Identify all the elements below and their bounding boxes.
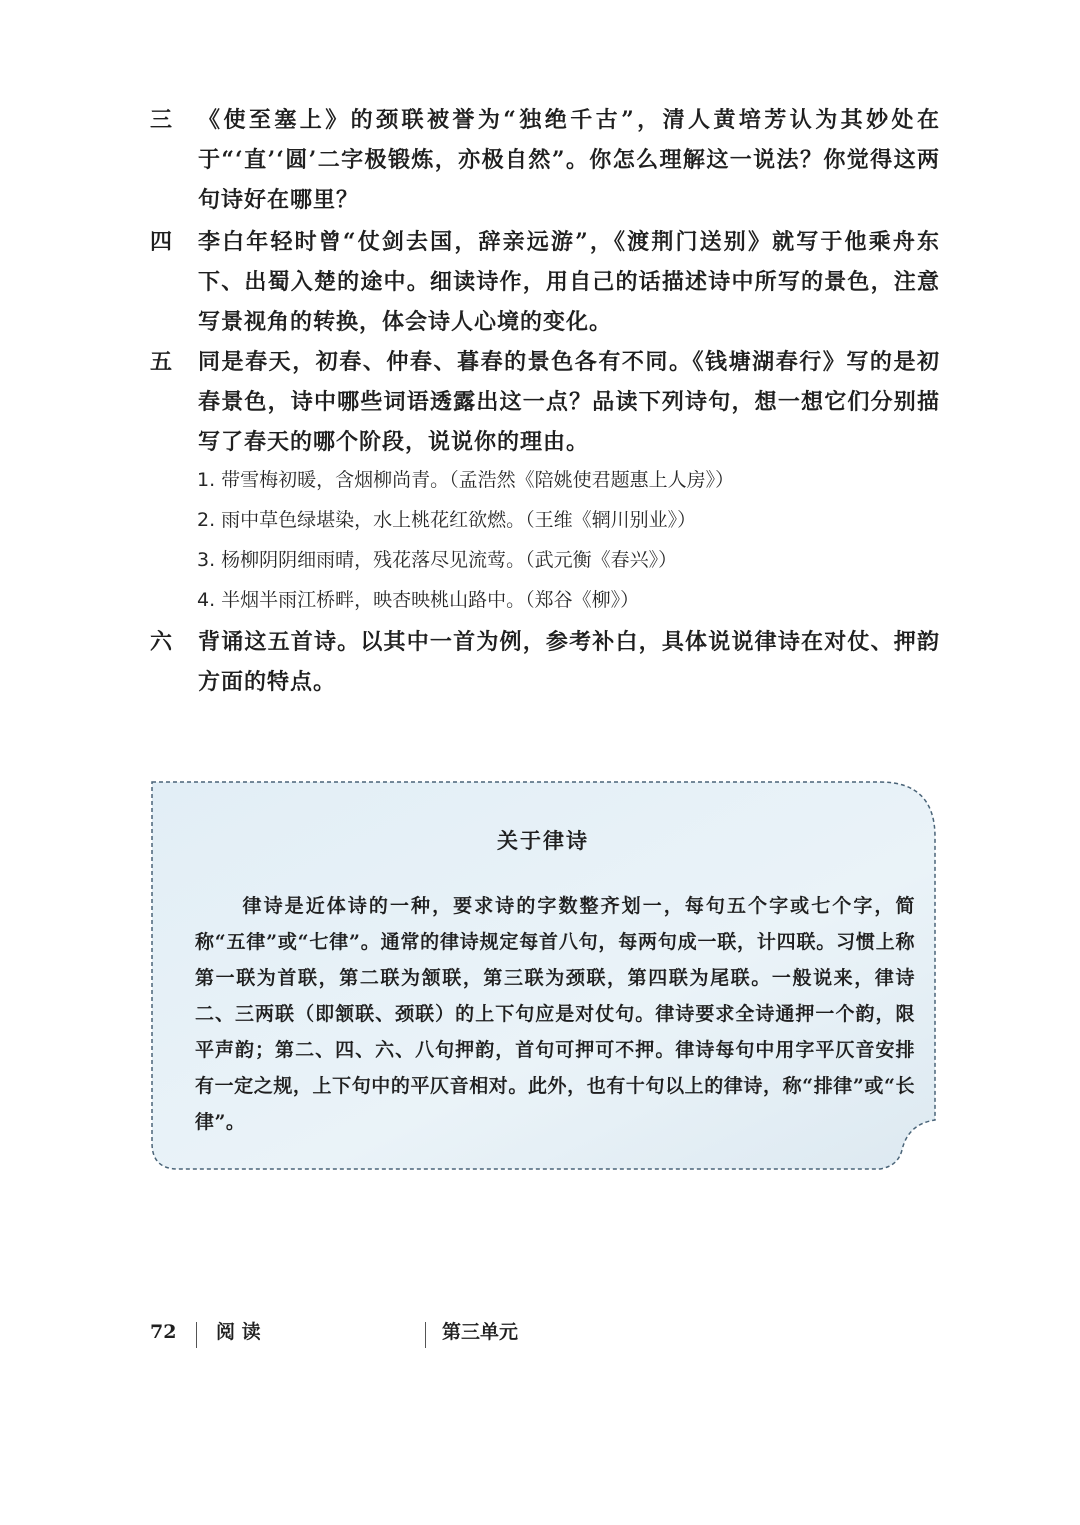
- question-number: 四: [150, 229, 174, 255]
- question-text: 李白年轻时曾“仗剑去国，辞亲远游”，《渡荆门送别》就写于他乘舟东下、出蜀入楚的途中。细读诗作，用自己的话描述诗中所写的景色，注意写景视角的转换，体会诗人心境的变化。: [198, 229, 940, 335]
- question-4: [150, 222, 940, 342]
- info-box-text: 律诗是近体诗的一种，要求诗的字数整齐划一，每句五个字或七个字，简称“五律”或“七律”。通常的律诗规定每首八句，每两句成一联，计四联。习惯上称第一联为首联，第二联为颔联，第三联为颈联，第四联为尾联。一般说来，律诗二、三两联（即颔联、颈联）的上下句应是对仗句。律诗要求全诗通押一个韵，限平声韵；第二、四、六、八句押韵，首句可押可不押。律诗每句中用字平仄音安排有一定之规，上下句中的平仄音相对。此外，也有十句以上的律诗，称“排律”或“长律”。: [195, 895, 915, 1133]
- question-6: [150, 622, 940, 702]
- page-number: 72: [150, 1321, 177, 1343]
- footer-unit: 第三单元: [442, 1321, 519, 1343]
- poem-line-3: 3. 杨柳阴阴细雨晴，残花落尽见流莺。（武元衡《春兴》）: [197, 549, 678, 571]
- question-5: [150, 342, 940, 462]
- question-number: 六: [150, 629, 174, 655]
- footer-section: 阅 读: [216, 1321, 261, 1343]
- question-text: 同是春天，初春、仲春、暮春的景色各有不同。《钱塘湖春行》写的是初春景色，诗中哪些词语透露出这一点？品读下列诗句，想一想它们分别描写了春天的哪个阶段，说说你的理由。: [198, 349, 940, 455]
- poem-line-1: 1. 带雪梅初暖，含烟柳尚青。（孟浩然《陪姚使君题惠上人房》）: [197, 469, 735, 491]
- question-3: [150, 100, 940, 220]
- question-text: 《使至塞上》的颈联被誉为“独绝千古”，清人黄培芳认为其妙处在于“‘直’‘圆’二字极锻炼，亦极自然”。你怎么理解这一说法？你觉得这两句诗好在哪里？: [198, 107, 940, 213]
- question-number: 三: [150, 107, 174, 133]
- footer-divider: [196, 1322, 197, 1348]
- info-box-title: 关于律诗: [497, 828, 589, 853]
- footer-divider: [425, 1322, 426, 1348]
- poem-line-4: 4. 半烟半雨江桥畔，映杏映桃山路中。（郑谷《柳》）: [197, 589, 640, 611]
- question-number: 五: [150, 349, 174, 375]
- poem-line-2: 2. 雨中草色绿堪染，水上桃花红欲燃。（王维《辋川别业》）: [197, 509, 697, 531]
- question-text: 背诵这五首诗。以其中一首为例，参考补白，具体说说律诗在对仗、押韵方面的特点。: [198, 629, 940, 695]
